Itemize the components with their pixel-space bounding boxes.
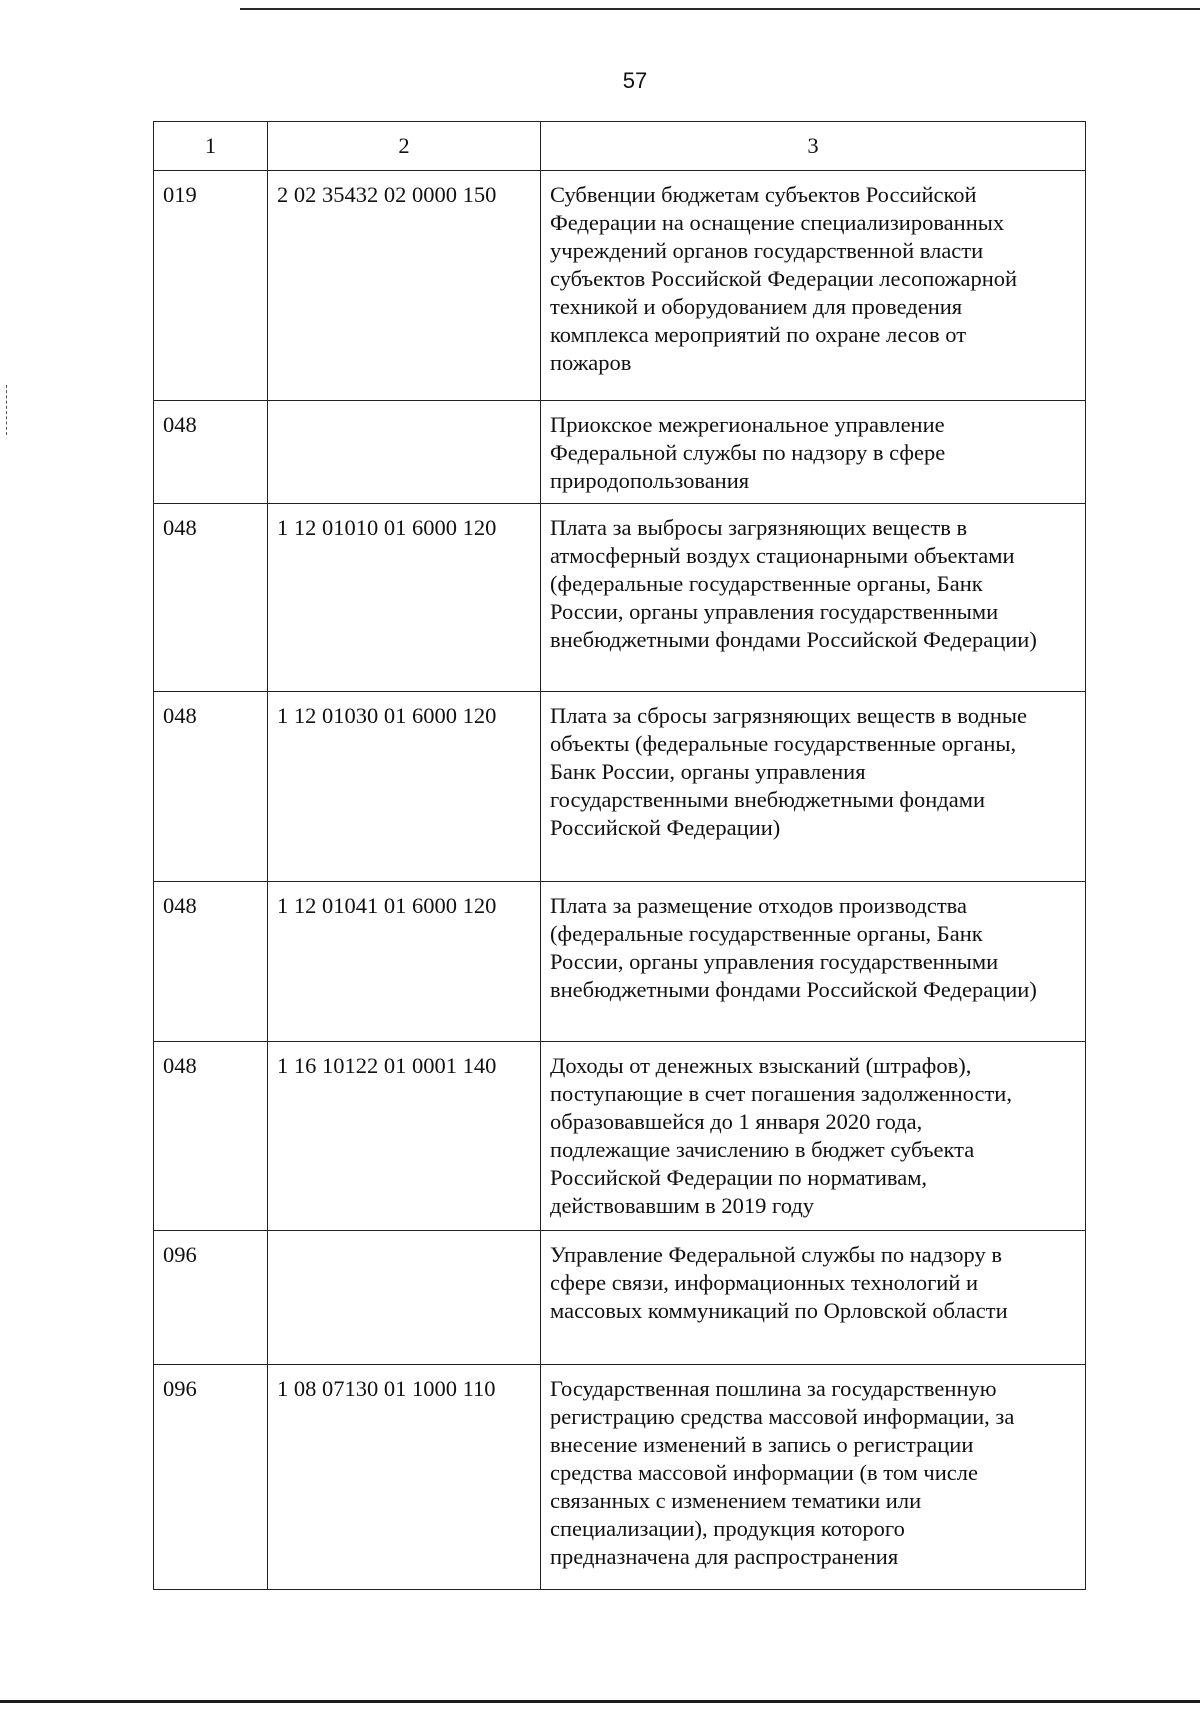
table-row: [154, 1365, 1086, 1590]
header-col-3: 3: [541, 122, 1086, 171]
budget-code-cell: 1 12 01041 01 6000 120: [268, 882, 541, 1042]
budget-codes-table: [153, 121, 1086, 1590]
description-cell: Плата за размещение отходов производства (федеральные государственные органы, Банк России, органы управления государственными внебюджетными фондами Российской Федерации): [541, 882, 1086, 1042]
table-row: [154, 171, 1086, 401]
table-row: [154, 1231, 1086, 1365]
admin-code-cell: 096: [154, 1231, 268, 1365]
scan-margin-mark: [6, 385, 8, 435]
table-header-row: [154, 122, 1086, 171]
description-cell: Управление Федеральной службы по надзору в сфере связи, информационных технологий и массовых коммуникаций по Орловской области: [541, 1231, 1086, 1365]
description-cell: Государственная пошлина за государственную регистрацию средства массовой информации, за внесение изменений в запись о регистрации средства массовой информации (в том числе связанных с изменением тематики или специализации), продукция которого предназначена для распространения: [541, 1365, 1086, 1590]
table-row: [154, 1042, 1086, 1231]
page-number: 57: [622, 68, 648, 93]
description-cell: Субвенции бюджетам субъектов Российской Федерации на оснащение специализированных учреждений органов государственной власти субъектов Российской Федерации лесопожарной техникой и оборудованием для проведения комплекса мероприятий по охране лесов от пожаров: [541, 171, 1086, 401]
budget-code-cell: 1 16 10122 01 0001 140: [268, 1042, 541, 1231]
budget-code-cell: 1 12 01010 01 6000 120: [268, 504, 541, 692]
admin-code-cell: 048: [154, 882, 268, 1042]
admin-code-cell: 048: [154, 1042, 268, 1231]
budget-code-cell: 1 08 07130 01 1000 110: [268, 1365, 541, 1590]
table-row: [154, 504, 1086, 692]
admin-code-cell: 048: [154, 504, 268, 692]
admin-code-cell: 048: [154, 692, 268, 882]
scan-border-bottom: [0, 1700, 1200, 1703]
budget-code-cell: 2 02 35432 02 0000 150: [268, 171, 541, 401]
admin-code-cell: 096: [154, 1365, 268, 1590]
scan-border-top: [240, 8, 1200, 10]
header-col-2: 2: [268, 122, 541, 171]
description-cell: Плата за сбросы загрязняющих веществ в водные объекты (федеральные государственные органы, Банк России, органы управления государственными внебюджетными фондами Российской Федерации): [541, 692, 1086, 882]
budget-code-cell: 1 12 01030 01 6000 120: [268, 692, 541, 882]
admin-code-cell: 048: [154, 401, 268, 504]
budget-code-cell: [268, 401, 541, 504]
budget-code-cell: [268, 1231, 541, 1365]
admin-code-cell: 019: [154, 171, 268, 401]
description-cell: Приокское межрегиональное управление Федеральной службы по надзору в сфере природопользования: [541, 401, 1086, 504]
table-row: [154, 692, 1086, 882]
table-row: [154, 882, 1086, 1042]
header-col-1: 1: [154, 122, 268, 171]
description-cell: Плата за выбросы загрязняющих веществ в атмосферный воздух стационарными объектами (федеральные государственные органы, Банк России, органы управления государственными внебюджетными фондами Российской Федерации): [541, 504, 1086, 692]
description-cell: Доходы от денежных взысканий (штрафов), поступающие в счет погашения задолженности, образовавшейся до 1 января 2020 года, подлежащие зачислению в бюджет субъекта Российской Федерации по нормативам, действовавшим в 2019 году: [541, 1042, 1086, 1231]
table-row: [154, 401, 1086, 504]
